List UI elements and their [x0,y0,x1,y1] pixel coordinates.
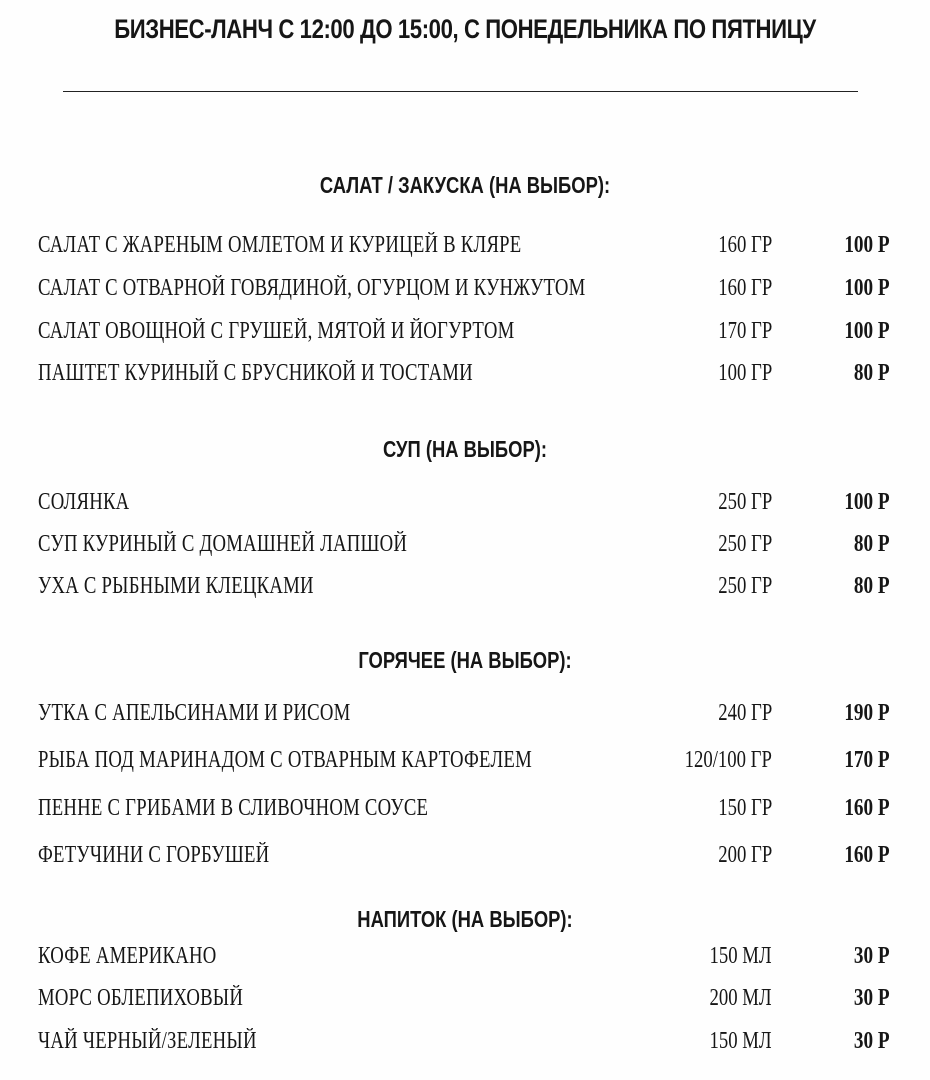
menu-item-weight: 160 ГР [717,275,772,301]
section-heading-salad: САЛАТ / ЗАКУСКА (НА ВЫБОР): [319,172,611,198]
menu-item-name: ЧАЙ ЧЕРНЫЙ/ЗЕЛЕНЫЙ [38,1028,257,1054]
menu-item-name: РЫБА ПОД МАРИНАДОМ С ОТВАРНЫМ КАРТОФЕЛЕМ [38,747,532,773]
menu-item-name: СУП КУРИНЫЙ С ДОМАШНЕЙ ЛАПШОЙ [38,531,408,557]
menu-item-name: КОФЕ АМЕРИКАНО [38,943,217,969]
menu-item [0,842,930,876]
menu-item [0,795,930,829]
menu-item [0,1028,930,1062]
menu-item-price: 100 Р [844,318,890,344]
menu-item-weight: 250 ГР [717,489,772,515]
menu-item [0,232,930,266]
menu-item-price: 160 Р [844,795,890,821]
menu-item-price: 190 Р [844,700,890,726]
menu-item-name: САЛАТ С ОТВАРНОЙ ГОВЯДИНОЙ, ОГУРЦОМ И КУНЖУТОМ [38,275,586,301]
menu-item-weight: 150 МЛ [709,1028,772,1054]
menu-item [0,573,930,607]
menu-item-price: 100 Р [844,275,890,301]
menu-item-name: ФЕТУЧИНИ С ГОРБУШЕЙ [38,842,270,868]
menu-item-name: ПЕННЕ С ГРИБАМИ В СЛИВОЧНОМ СОУСЕ [38,795,429,821]
menu-item [0,747,930,781]
menu-item-name: УТКА С АПЕЛЬСИНАМИ И РИСОМ [38,700,351,726]
menu-item-price: 100 Р [844,489,890,515]
menu-item-price: 170 Р [844,747,890,773]
menu-item-weight: 150 ГР [717,795,772,821]
menu-item [0,700,930,734]
title-divider [63,91,858,92]
menu-item [0,360,930,394]
menu-item [0,318,930,352]
menu-item-price: 100 Р [844,232,890,258]
menu-item-name: САЛАТ С ЖАРЕНЫМ ОМЛЕТОМ И КУРИЦЕЙ В КЛЯРЕ [38,232,522,258]
section-heading-soup: СУП (НА ВЫБОР): [382,436,547,462]
menu-item-name: МОРС ОБЛЕПИХОВЫЙ [38,985,244,1011]
menu-item-price: 160 Р [844,842,890,868]
menu-item-name: СОЛЯНКА [38,489,130,515]
menu-item [0,943,930,977]
menu-item [0,489,930,523]
menu-item-price: 30 Р [854,985,890,1011]
menu-item-price: 80 Р [854,531,890,557]
menu-item-price: 80 Р [854,360,890,386]
menu-item [0,275,930,309]
menu-item [0,531,930,565]
menu-item-name: САЛАТ ОВОЩНОЙ С ГРУШЕЙ, МЯТОЙ И ЙОГУРТОМ [38,318,515,344]
section-heading-drink: НАПИТОК (НА ВЫБОР): [357,906,573,932]
menu-item-weight: 160 ГР [717,232,772,258]
menu-item-weight: 250 ГР [717,531,772,557]
menu-item-weight: 200 ГР [717,842,772,868]
section-heading-hot: ГОРЯЧЕЕ (НА ВЫБОР): [358,647,572,673]
menu-item-name: ПАШТЕТ КУРИНЫЙ С БРУСНИКОЙ И ТОСТАМИ [38,360,473,386]
menu-item-weight: 200 МЛ [709,985,772,1011]
menu-item [0,985,930,1019]
menu-item-name: УХА С РЫБНЫМИ КЛЕЦКАМИ [38,573,314,599]
page-title: БИЗНЕС-ЛАНЧ С 12:00 ДО 15:00, С ПОНЕДЕЛЬНИКА ПО ПЯТНИЦУ [114,14,816,44]
menu-item-weight: 150 МЛ [709,943,772,969]
menu-item-price: 30 Р [854,1028,890,1054]
menu-item-weight: 120/100 ГР [684,747,772,773]
menu-item-weight: 100 ГР [717,360,772,386]
menu-item-price: 80 Р [854,573,890,599]
menu-item-price: 30 Р [854,943,890,969]
menu-item-weight: 170 ГР [717,318,772,344]
menu-item-weight: 250 ГР [717,573,772,599]
menu-item-weight: 240 ГР [717,700,772,726]
